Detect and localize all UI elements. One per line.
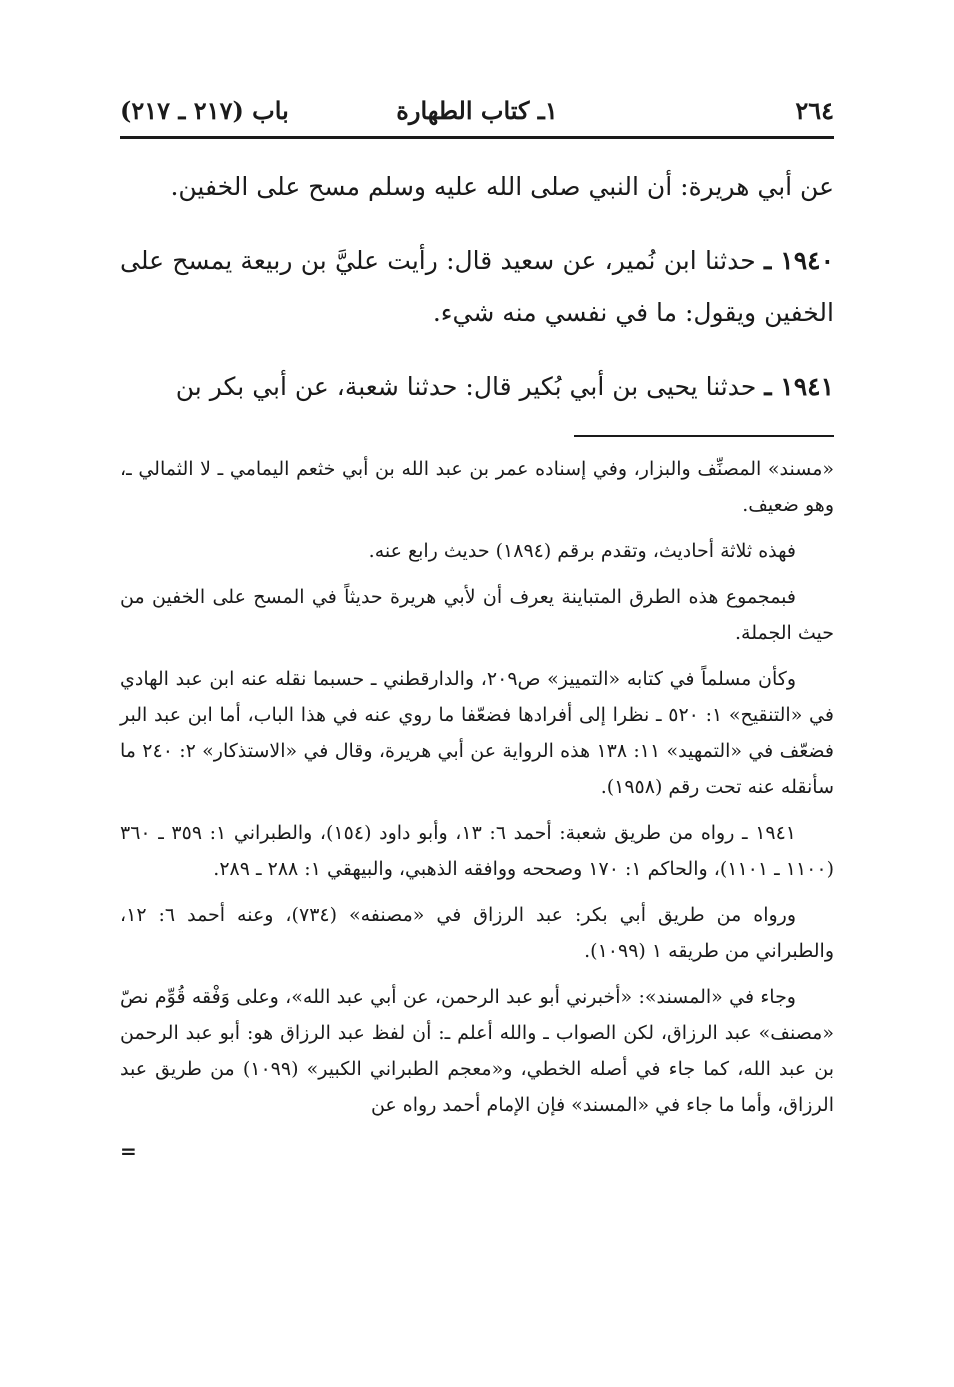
running-head <box>120 88 834 139</box>
note-paragraph-5: ١٩٤١ ـ رواه من طريق شعبة: أحمد ٦: ١٣، وأبو داود (١٥٤)، والطبراني ١: ٣٥٩ ـ ٣٦٠ (١١٠٠ ـ ١١٠١)، والحاكم ١: ١٧٠ وصححه ووافقه الذهبي، والبيهقي ١: ٢٨٨ ـ ٢٨٩. <box>120 822 834 880</box>
continuation-mark: = <box>120 1139 137 1163</box>
hadith-text-1941: حدثنا يحيى بن أبي بُكير قال: حدثنا شعبة، عن أبي بكر بن <box>175 372 757 401</box>
note-paragraph-1: «مسند» المصنِّف والبزار، وفي إسناده عمر بن عبد الله بن أبي خثعم اليمامي ـ لا الثمالي ـ، وهو ضعيف. <box>120 458 834 516</box>
book-title: ١ـ كتاب الطهارة <box>396 96 558 125</box>
page-number: ٢٦٤ <box>795 96 834 125</box>
note-paragraph-4: وكأن مسلماً في كتابه «التمييز» ص٢٠٩، والدارقطني ـ حسبما نقله عنه ابن عبد الهادي في «التنقيح» ١: ٥٢٠ ـ نظرا إلى أفرادها فضعّفا ما روي عنه في هذا الباب، أما ابن عبد البر فضعّف في «التمهيد» ١١: ١٣٨ هذه الرواية عن أبي هريرة، وقال في «الاستذكار» ٢: ٢٤٠ ما سأنقله عنه تحت رقم (١٩٥٨). <box>120 668 834 798</box>
note-paragraph-3: فبمجموع هذه الطرق المتباينة يعرف أن لأبي هريرة حديثاً في المسح على الخفين من حيث الجملة. <box>120 586 834 644</box>
hadith-1940 <box>120 235 834 339</box>
note-paragraph-6: ورواه من طريق أبي بكر: عبد الرزاق في «مصنفه» (٧٣٤)، وعنه أحمد ٦: ١٢، والطبراني من طريقه ١ (١٠٩٩). <box>120 904 834 962</box>
chapter-heading: باب (٢١٧ ـ ٢١٧) <box>120 96 289 125</box>
main-text <box>120 161 834 413</box>
main-paragraph-1: عن أبي هريرة: أن النبي صلى الله عليه وسلم مسح على الخفين. <box>170 172 834 201</box>
hadith-number-1941: ١٩٤١ ـ <box>764 372 834 401</box>
page <box>120 88 834 1169</box>
note-paragraph-7: وجاء في «المسند»: «أخبرني أبو عبد الرحمن، عن أبي عبد الله»، وعلى وَفْقه قُوِّم نصّ «مصنف» عبد الرزاق، لكن الصواب ـ والله أعلم ـ: أن لفظ عبد الرزاق هو: أبو عبد الرحمن بن عبد الله، كما جاء في أصله الخطي، و«معجم الطبراني الكبير» (١٠٩٩) من طريق عبد الرزاق، وأما ما جاء في «المسند» فإن الإمام أحمد رواه عن <box>120 986 834 1116</box>
note-paragraph-2: فهذه ثلاثة أحاديث، وتقدم برقم (١٨٩٤) حديث رابع عنه. <box>368 540 796 562</box>
hadith-1941 <box>120 361 834 413</box>
hadith-text-1940: حدثنا ابن نُمير، عن سعيد قال: رأيت عليَّ بن ربيعة يمسح على الخفين ويقول: ما في نفسي منه شيء. <box>120 246 834 327</box>
hadith-number-1940: ١٩٤٠ ـ <box>763 246 835 275</box>
footnote-divider <box>574 435 834 437</box>
footnotes <box>120 451 834 1169</box>
